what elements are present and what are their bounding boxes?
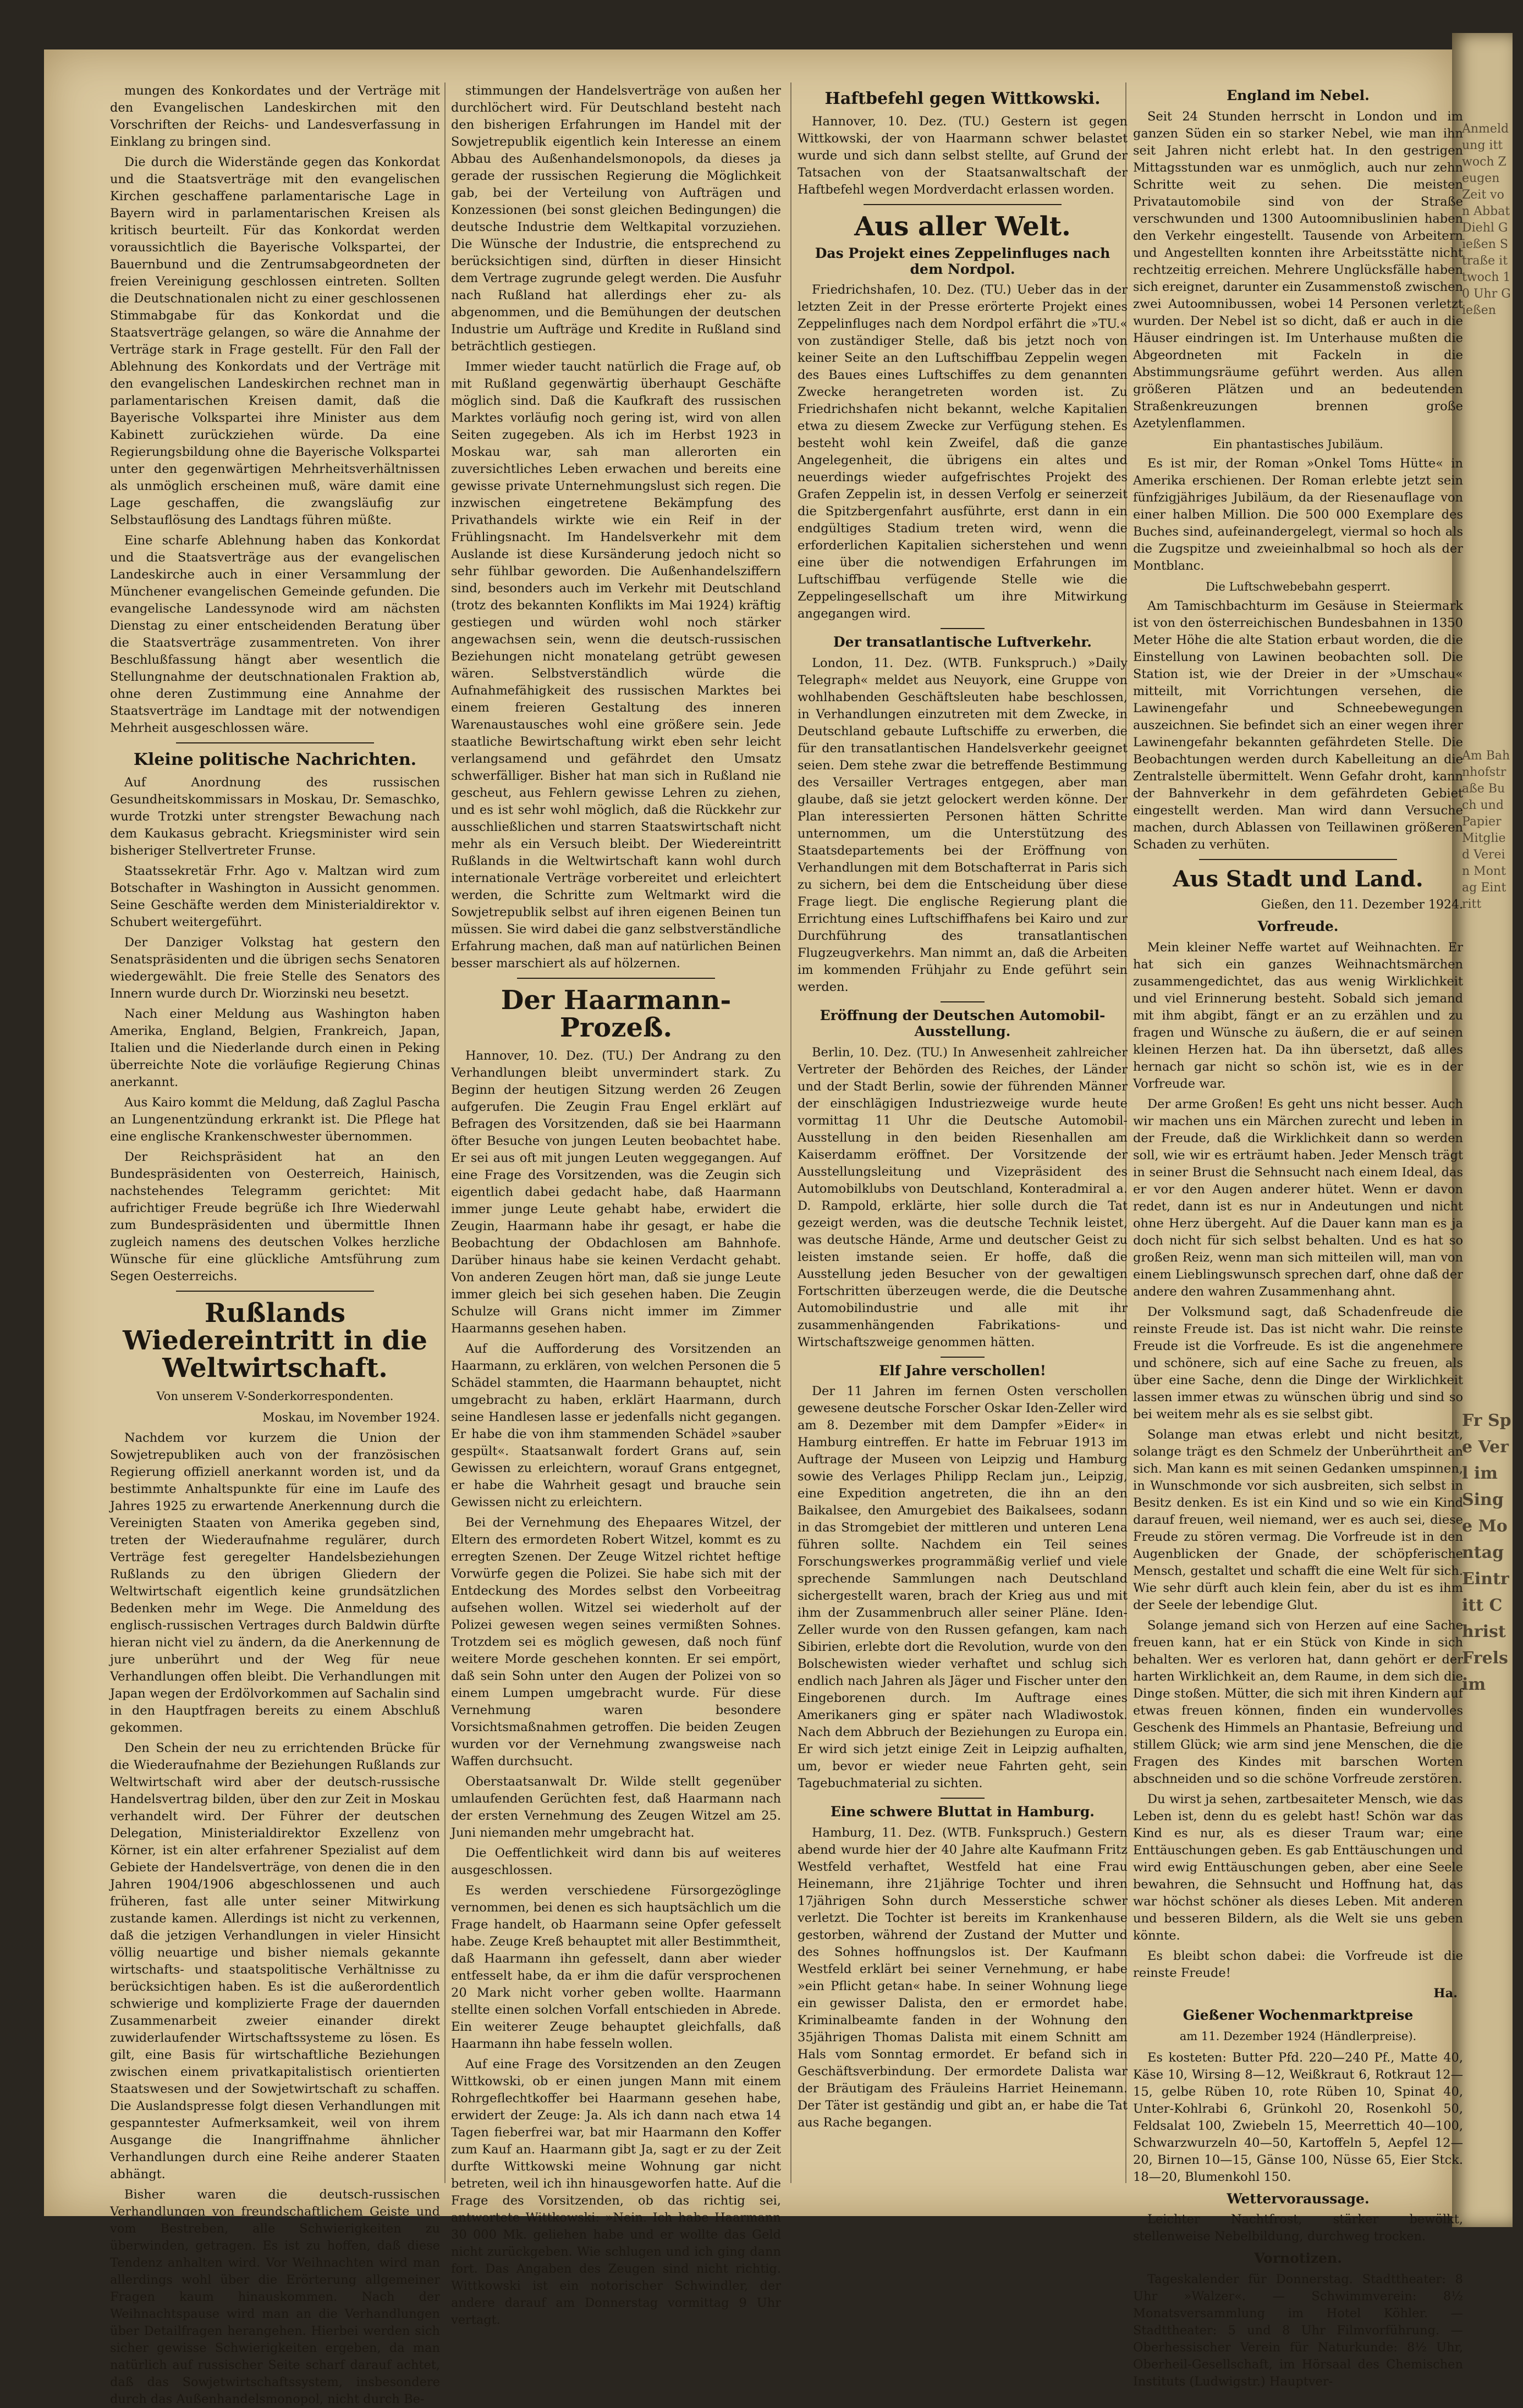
dateline: Moskau, im November 1924.: [262, 1410, 440, 1425]
paragraph: Den Schein der neu zu errichtenden Brücke für die Wiederaufnahme der Beziehungen Rußlands zur Weltwirtschaft wird aber der deutsch-russische Handelsvertrag bilden, über den zur Zeit in Moskau verhandelt wird. Der Führer der deutschen Delegation, Ministerialdirektor Exzellenz von Körner, ist ein alter erfahrener Spezialist auf dem Gebiete der Handelsverträge, von denen die in den Jahren 1904/1906 abgeschlossenen und auch früheren, fast alle unter seiner Mitwirkung zustande kamen. Allerdings ist nicht zu verkennen, daß die jetzigen Verhandlungen in vieler Hinsicht völlig neuartige und bisher niemals gekannte wirtschafts- und staatspolitische Verhältnisse zu berücksichtigen haben. Es ist die außerordentlich schwierige und komplizierte Frage der dauernden Zusammenarbeit zweier einander direkt zuwiderlaufender Wirtschaftssysteme zu lösen. Es gilt, eine Basis für wirtschaftliche Beziehungen zwischen einem privatkapitalistisch orientierten Staatswesen und der Sowjetwirtschaft zu schaffen. Die Auslandspresse folgt diesen Verhandlungen mit gespanntester Aufmerksamkeit, weil von ihrem Ausgange die Inangriffnahme ähnlicher Verhandlungen durch eine Reihe anderer Staaten abhängt.: [110, 1740, 440, 2181]
subheading: am 11. Dezember 1924 (Händlerpreise).: [1179, 2029, 1417, 2043]
paragraph: Bisher waren die deutsch-russischen Verhandlungen von freundschaftlichem Geiste und vom Bestreben, alle Schwierigkeiten zu überwinden, getragen. Es ist zu hoffen, daß diese Tendenz anhalten wird. Vor Weihnachten wird man allerdings wohl über die Erörterung allgemeiner Fragen kaum hinauskommen. Nach der Weihnachtspause wird man an die Verhandlungen über Detailfragen herangehen. Hierbei werden sich sicher gewisse Schwierigkeiten ergeben, da man natürlich auf russischer Seite scharf darauf achtet, daß das Sowjetwirtschaftssystem, insbesondere durch das Außenhandelsmonopol, nicht durch Be-: [110, 2187, 440, 2406]
column-rule: [444, 82, 446, 2183]
paragraph: Oberstaatsanwalt Dr. Wilde stellt gegenüber umlaufenden Gerüchten fest, daß Haarmann nach der ersten Vernehmung des Zeugen Witzel am 25. Juni niemanden mehr umgebracht hat.: [451, 1774, 781, 1840]
separator: [864, 204, 1062, 205]
adjacent-page-fragment-bottom: Fr Spe Verl im Singe Montag Eintritt Christ Frels im: [1462, 1411, 1511, 1694]
paragraph: Solange man etwas erlebt und nicht besitzt, solange trägt es den Schmelz der Unberührtheit an sich. Man kann es mit seinen Gedanken umspinnen, in Wunschmonde vor sich ausbreiten, sich selbst in Besitz denken. Es ist ein Kind und so wie ein Kind darauf freuen, weil niemand, wer es auch sei, diese Freude zu stören vermag. Die Vorfreude ist in den Augenblicken der Gnade, der schöpferische Mensch, gestaltet und schafft die eine Welt für sich. Wie sehr dürft auch klein fein, aber du ist es ihm der Seele der lebendige Glut.: [1133, 1427, 1463, 1612]
headline: Haftbefehl gegen Wittkowski.: [824, 89, 1101, 108]
separator: [941, 1357, 985, 1358]
paragraph: Seit 24 Stunden herrscht in London und im ganzen Süden ein so starker Nebel, wie man ihn seit Jahren nicht erlebt hat. In den gestrigen Mittagsstunden war es unmöglich, auch nur zehn Schritte weit zu sehen. Die meisten Privatautomobile sind von der Straße verschwunden und 1300 Autoomnibuslinien haben den Verkehr eingestellt. Tausende von Arbeitern und Angestellten konnten ihre Arbeitsstätte nicht rechtzeitig erreichen. Mehrere Unglücksfälle haben sich ereignet, darunter ein Zusammenstoß zwischen zwei Autoomnibussen, wobei 14 Personen verletzt wurden. Der Nebel ist so dicht, daß er auch in die Häuser eindringen ist. Im Unterhause mußten die Abgeordneten mit Fackeln in die Abstimmungsräume geführt werden. Aus allen größeren Plätzen und an bedeutenden Straßenkreuzungen brennen große Azetylenflammen.: [1133, 109, 1463, 431]
separator: [517, 978, 715, 979]
headline: Wettervoraussage.: [1227, 2190, 1370, 2207]
headline: Rußlands Wiedereintritt in die Weltwirtschaft.: [123, 1297, 427, 1384]
paragraph: Auf die Aufforderung des Vorsitzenden an Haarmann, zu erklären, von welchen Personen die 5 Schädel stammten, die Haarmann behauptet, nicht umgebracht zu haben, erklärt Haarmann, durch seine Handlesen lasse er jedenfalls nicht gegangen. Er habe die von ihm stammenden Schädel »sauber gespült«. Staatsanwalt fordert Grans auf, sein Gewissen zu erleichtern, worauf Grans entgegnet, er habe die Wahrheit gesagt und brauche sein Gewissen nicht zu erleichtern.: [451, 1341, 781, 1509]
headline: Vorfreude.: [1257, 918, 1339, 935]
paragraph: Leichter Nachtfrost, stärker bewölkt, stellenweise Nebelbildung, durchweg trocken.: [1133, 2212, 1463, 2244]
paragraph: Nachdem vor kurzem die Union der Sowjetrepubliken auch von der französischen Regierung offiziell anerkannt worden ist, und da bestimmte Anhaltspunkte für eine im Laufe des Jahres 1925 zu erwartende Anerkennung durch die Vereinigten Staaten von Amerika gegeben sind, treten der Wiederaufnahme regulärer, durch Verträge fest geregelter Handelsbeziehungen Rußlands zu den übrigen Gliedern der Weltwirtschaft eigentlich keine grundsätzlichen Bedenken mehr im Wege. Die Anmeldung des englisch-russischen Vertrages durch Baldwin dürfte hieran nicht viel zu ändern, da die Anerkennung de jure unberührt und der Weg für neue Verhandlungen offen bleibt. Die Verhandlungen mit Japan wegen der Erdölvorkommen auf Sachalin sind in den Hauptfragen bereits zu einem Abschluß gekommen.: [110, 1430, 440, 1735]
paragraph: Eine scharfe Ablehnung haben das Konkordat und die Staatsverträge aus der evangelischen Landeskirche auch in einer Versammlung der Münchener evangelischen Gemeinde gefunden. Die evangelische Landessynode wird am nächsten Dienstag zu einer entscheidenden Beratung über die Staatsverträge zusammentreten. Von ihrer Beschlußfassung hängt aber wesentlich die Stellungnahme der deutschnationalen Fraktion ab, ohne deren Zustimmung eine Annahme der Staatsverträge im Landtage mit der notwendigen Mehrheit ausgeschlossen wäre.: [110, 533, 440, 735]
paragraph: Hamburg, 11. Dez. (WTB. Funkspruch.) Gestern abend wurde hier der 40 Jahre alte Kaufmann Fritz Westfeld verhaftet, Westfeld hat eine Frau Heinemann, ihre 21jährige Tochter und ihren 17jährigen Sohn durch Messerstiche schwer verletzt. Die Tochter ist bereits im Krankenhause gestorben, während der Zustand der Mutter und des Sohnes hoffnungslos ist. Der Kaufmann Westfeld erklärt bei seiner Vernehmung, er habe »ein Pflicht getan« habe. In seiner Wohnung liege ein gewisser Dalista, den er ermordet habe. Kriminalbeamte fanden in der Wohnung den 35jährigen Thomas Dalista mit einem Schnitt am Hals vom Sonntag ermordet. Er befand sich in Geschäftsverbindung. Der ermordete Dalista war der Bräutigam des Fräuleins Harriet Heinemann. Der Täter ist geständig und gibt an, er habe die Tat aus Rache begangen.: [798, 1826, 1128, 2130]
article-elf-jahre: [798, 1363, 1128, 1793]
separator: [1199, 859, 1397, 860]
paragraph: Nach einer Meldung aus Washington haben Amerika, England, Belgien, Frankreich, Japan, Italien und die Niederlande durch einen in Peking überreichte Note die vorläufige Regierung Chinas anerkannt.: [110, 1006, 440, 1089]
headline: Kleine politische Nachrichten.: [133, 750, 417, 769]
article-marktpreise: [1133, 2008, 1463, 2186]
article-automobil: [798, 1008, 1128, 1351]
article-russland: [110, 1299, 440, 2408]
paragraph: Immer wieder taucht natürlich die Frage auf, ob mit Rußland gegenwärtig überhaupt Geschäfte möglich sind. Daß die Kaufkraft des russischen Marktes vorläufig noch gering ist, wird von allen Seiten zugegeben. Als ich im Herbst 1923 in Moskau war, sah man allerorten ein zuversichtliches Leben erwachen und bereits eine gewisse private Unternehmungslust sich regen. Die inzwischen eingetretene Bekämpfung des Privathandels wirkte wie ein Reif in der Frühlingsnacht. Im Handelsverkehr mit dem Auslande ist diese Kursänderung jedoch nicht so sehr fühlbar geworden. Die Außenhandelsziffern sind, besonders auch im Verkehr mit Deutschland (trotz des bekannten Konflikts im Mai 1924) kräftig gestiegen und würden wohl noch stärker angewachsen sein, wenn die deutsch-russischen Beziehungen nicht monatelang getrübt gewesen wären. Selbstverständlich würde die Aufnahmefähigkeit des russischen Marktes bei einem freieren Gestaltung des inneren Warenaustausches wohl eine größere sein. Jede staatliche Bewirtschaftung wirkt eben sehr leicht verlangsamend und gefährdet den Umsatz schwerfälliger. Bisher hat man sich in Rußland nie gescheut, aus Fehlern gewisse Lehren zu ziehen, und es ist sehr wohl möglich, daß die Rückkehr zur ausschließlichen und starren Staatswirtschaft nicht mehr als ein Versuch bleibt. Der Wiedereintritt Rußlands in die Weltwirtschaft kann wohl durch internationale Verträge vorbereitet und erleichtert werden, die Schritte zum Weltmarkt wird die Sowjetrepublik selbst auf ihren eigenen Beinen tun müssen. Sie wird dabei die ganz selbstverständliche Erfahrung machen, daß man auf natürlichen Beinen besser marschiert als auf hölzernen.: [451, 360, 781, 971]
article-luftverkehr: [798, 635, 1128, 996]
headline: Das Projekt eines Zeppelinfluges nach dem Nordpol.: [815, 245, 1110, 277]
paragraph: Solange jemand sich von Herzen auf eine Sache freuen kann, hat er ein Stück von Kinde in sich behalten. Wer es verloren hat, dann gehört er der harten Wirklichkeit an, dem Raume, in dem sich die Dinge stoßen. Mütter, die sich mit ihren Kindern auf etwas freuen können, finden ein wundervolles Geschenk des Himmels an Phantasie, Befreiung und stillem Glück; wie arm sind jene Menschen, die die Fragen des Kindes mit barschen Worten abschneiden und so die schöne Vorfreude zerstören.: [1133, 1618, 1463, 1786]
article-haftbefehl: [798, 90, 1128, 199]
headline: Die Luftschwebebahn gesperrt.: [1205, 580, 1391, 593]
article-zeppelin: [798, 246, 1128, 623]
separator: [176, 742, 374, 743]
separator: [941, 1798, 985, 1799]
byline: Von unserem V-Sonderkorrespondenten.: [156, 1389, 394, 1403]
article-wetter: [1133, 2191, 1463, 2246]
paragraph: Der Volksmund sagt, daß Schadenfreude die reinste Freude ist. Das ist nicht wahr. Die reinste Freude ist die Vorfreude. Es ist die angenehmere und schönere, sich auf eine Sache zu freuen, als über eine Sache, denn die Dinge der Wirklichkeit lassen immer etwas zu wünschen übrig und sind so bei weitem mehr als es sie selbst gibt.: [1133, 1304, 1463, 1421]
paragraph: stimmungen der Handelsverträge von außen her durchlöchert wird. Für Deutschland besteht nach den bisherigen Erfahrungen im Handel mit der Sowjetrepublik eigentlich kein Interesse an einem Abbau des Außenhandelsmonopols, da dieses ja gerade der russischen Regierung die Möglichkeit gab, bei der Verteilung von Aufträgen und Konzessionen (bei sonst gleichen Bedingungen) die deutsche Industrie dem Weltkapital vorzuziehen. Die Wünsche der Industrie, die entsprechend zu berücksichtigen sind, dürften in dieser Hinsicht dem Vertrage zugrunde gelegt werden. Die Ausfuhr nach Rußland hat allerdings eher zu- als abgenommen, und die Bemühungen der deutschen Industrie um Aufträge und Kredite in Rußland sind beträchtlich gestiegen.: [451, 84, 781, 354]
paragraph: London, 11. Dez. (WTB. Funkspruch.) »Daily Telegraph« meldet aus Neuyork, eine Gruppe von wohlhabenden Geschäftsleuten habe beschlossen, in Verhandlungen einzutreten mit dem Zwecke, in Deutschland gebaute Luftschiffe zu erwerben, die für den transatlantischen Handelsverkehr geeignet seien. Dem stehe zwar die betreffende Bestimmung des Versailler Vertrages entgegen, aber man glaube, daß sie jetzt gelockert werden könne. Der Plan interessierten Personen hätten Schritte unternommen, um die Unterstützung des Staatsdepartements bei der Eröffnung von Verhandlungen mit dem Botschafterrat in Paris sich zu sichern, bei dem die Entscheidung über diese Frage liegt. Die englische Regierung plant die Errichtung eines Luftschiffhafens bei Kairo und zur Durchführung des transatlantischen Flugzeugverkehrs. Man nimmt an, daß die Arbeiten im kommenden Frühjahr zu Ende geführt sein werden.: [798, 656, 1128, 995]
paragraph: Die Oeffentlichkeit wird dann bis auf weiteres ausgeschlossen.: [451, 1845, 781, 1877]
article-konkordat: [110, 82, 440, 737]
article-haarmann: [451, 987, 781, 2329]
column-1: [110, 82, 440, 2406]
headline: Gießener Wochenmarktpreise: [1183, 2007, 1414, 2023]
separator: [941, 1001, 985, 1002]
separator: [176, 1291, 374, 1292]
paragraph: Mein kleiner Neffe wartet auf Weihnachten. Er hat sich ein ganzes Weihnachtsmärchen zusammengedichtet, das aus wenig Wirklichkeit und viel Erinnerung besteht. Sobald sich jemand mit ihm abgibt, fängt er an zu erzählen und zu fragen und Wünsche zu äußern, die er auf seinen kleinen Herzen hat. Da ihn übersetzt, daß alles hernach gar nicht so schön ist, wie es in der Vorfreude war.: [1133, 940, 1463, 1091]
headline: Vornotizen.: [1254, 2250, 1342, 2267]
paragraph: Es ist mir, der Roman »Onkel Toms Hütte« in Amerika erschienen. Der Roman erlebte jetzt sein fünfzigjähriges Jubiläum, da der Riesenauflage von einer halben Million. Die 500 000 Exemplare des Buches sind, aufeinandergelegt, viermal so hoch als die Zugspitze und zweieinhalbmal so hoch als der Montblanc.: [1133, 456, 1463, 573]
article-vorfreude: [1133, 919, 1463, 2002]
paragraph: mungen des Konkordates und der Verträge mit den Evangelischen Landeskirchen mit den Vorschriften der Reichs- und Landesverfassung in Einklang zu bringen sind.: [110, 84, 440, 149]
adjacent-page-fragment-top: Anmeldung ittwoch Zeugen Zeit von Abbat Diehl Gießen Straße ittwoch 10 Uhr Gießen: [1462, 122, 1511, 317]
section-heading-aus-aller-welt: Aus aller Welt.: [854, 211, 1071, 242]
paragraph: Hannover, 10. Dez. (TU.) Gestern ist gegen Wittkowski, der von Haarmann schwer belastet wurde und sich dann selbst stellte, auf Grund der Tatsachen von der Staatsanwaltschaft der Haftbefehl wegen Mordverdacht erlassen worden.: [798, 114, 1128, 197]
article-russland-continued: [451, 82, 781, 972]
paragraph: Du wirst ja sehen, zartbesaiteter Mensch, wie das Leben ist, denn du es gelebt hast! Schön war das Kind es nur, als es dieser Traum war; eine Enttäuschungen geben. Es gab Enttäuschungen und wird ewig Enttäuschungen geben, aber eine Seele bewahren, die Sehnsucht und Hoffnung hat, das war höchst schöner als dieses Leben. Mit anderen und besseren Bildern, als die Welt sie uns geben könnte.: [1133, 1792, 1463, 1943]
dateline: Gießen, den 11. Dezember 1924.: [1261, 898, 1463, 912]
column-rule: [790, 82, 791, 2183]
headline: Eine schwere Bluttat in Hamburg.: [830, 1804, 1095, 1820]
headline: Ein phantastisches Jubiläum.: [1213, 437, 1383, 451]
separator: [941, 628, 985, 629]
paragraph: Bei der Vernehmung des Ehepaares Witzel, der Eltern des ermordeten Robert Witzel, kommt es zu erregten Szenen. Der Zeuge Witzel richtet heftige Vorwürfe gegen die Polizei. Sie habe sich mit der Entdeckung des Mordes selbst den Vorbeeitrag aufsehen wollen. Witzel sei wiederholt auf der Polizei gewesen wegen seines vermißten Sohnes. Trotzdem sei es möglich gewesen, daß noch fünf weitere Morde geschehen konnten. Er sei empört, daß sein Sohn unter den Augen der Polizei von so einem Lumpen umgebracht wurde. Für diese Vernehmung waren besondere Vorsichtsmaßnahmen getroffen. Die beiden Zeugen wurden vor der Vernehmung zwangsweise nach Waffen durchsucht.: [451, 1515, 781, 1768]
article-bluttat: [798, 1804, 1128, 2131]
paragraph: Der 11 Jahren im fernen Osten verschollen gewesene deutsche Forscher Oskar Iden-Zeller wird am 8. Dezember mit dem Dampfer »Eider« in Hamburg eintreffen. Er hatte im Februar 1913 im Auftrage der Museen von Leipzig und Hamburg sowie des Verlages Philipp Reclam jun., Leipzig, eine Expedition angetreten, die ihn an den Baikalsee, den Amurgebiet des Baikalsees, sodann in das Stromgebiet der mittleren und unteren Lena führen sollte. Nachdem ein Teil seines Forschungswerkes programmäßig verlief und viele sprechende Sammlungen nach Deutschland sichergestellt waren, brach der Krieg aus und mit ihm der Zusammenbruch aller seiner Pläne. Iden-Zeller wurde von den Russen gefangen, kam nach Sibirien, erlebte dort die Revolution, wurde von den Bolschewisten wieder verhaftet und schlug sich endlich nach Jahren als Jäger und Fischer unter den Eingeborenen durch. Im Auftrage eines Amerikaners ging er später nach Wladiwostok. Nach dem Abbruch der Beziehungen zu Europa ein. Er wird sich jetzt einige Zeit in Leipzig aufhalten, um, bevor er wieder neue Fahrten geht, sein Tagebuchmaterial zu sichten.: [798, 1384, 1128, 1791]
paragraph: Der Danziger Volkstag hat gestern den Senatspräsidenten und die übrigen sechs Senatoren wiedergewählt. Die freie Stelle des Senators des Innern wurde durch Dr. Wiorzinski neu besetzt.: [110, 935, 440, 1001]
paragraph: Auf eine Frage des Vorsitzenden an den Zeugen Wittkowski, ob er einen jungen Mann mit einem Rohrgeflechtkoffer bei Haarmann gesehen habe, erwidert der Zeuge: Ja. Als ich dann nach etwa 14 Tagen fieberfrei war, bat mir Haarmann den Koffer zum Kauf an. Haarmann gibt Ja, sagt er zu der Zeit durfte Wittkowski meine Wohnung gar nicht betreten, weil ich ihn hinausgeworfen hatte. Auf die Frage des Vorsitzenden, ob das richtig sei, antwortete Wittkowski: »Nein. Ich habe Haarmann 30 000 Mk. geliehen habe und er wollte das Geld nicht zurückgeben. Wie schlugen und ich ging dann fort. Das Angaben des Zeugen sind nicht richtig. Wittkowski ist ein notorischer Schwindler, der andere darauf am Donnerstag vormittag 9 Uhr vertagt.: [451, 2057, 781, 2327]
headline: Elf Jahre verschollen!: [879, 1362, 1046, 1379]
column-2: [451, 82, 781, 2327]
paragraph: Friedrichshafen, 10. Dez. (TU.) Ueber das in der letzten Zeit in der Presse erörterte Projekt eines Zeppelinfluges nach dem Nordpol erfährt die »TU.« von zuständiger Stelle, daß bis jetzt noch von keiner Seite an den Luftschiffbau Zeppelin wegen des Baues eines Luftschiffes zu dem genannten Zwecke herangetreten worden ist. Zu Friedrichshafen nicht bekannt, welche Kapitalien etwa zu diesem Zwecke zur Verfügung stehen. Es besteht wohl kein Zweifel, daß die ganze Angelegenheit, die übrigens ein altes und neuerdings wieder aufgefrischtes Projekt des Grafen Zeppelin ist, in dessen Verfolg er seinerzeit die Spitzbergenfahrt ausführte, erst dann in ein endgültiges Stadium treten wird, wenn die erforderlichen Kapitalien sicherstehen und wenn eine über die notwendigen Erfahrungen im Luftschiffbau verfügende Stelle wie die Zeppelingesellschaft um ihre Mitwirkung angegangen wird.: [798, 283, 1128, 621]
paragraph: Am Tamischbachturm im Gesäuse in Steiermark ist von den österreichischen Bundesbahnen in 1350 Meter Höhe die alte Station erbaut worden, die die Einstellung von Lawinen beobachten soll. Die Station ist, wie der Dreier in der »Umschau« mitteilt, mit Vorrichtungen versehen, die Lawinengefahr und Schneebewegungen auszeichnen. Sie befindet sich an einer wegen ihrer Lawinengefahr bekannten gefährdeten Stelle. Die Beobachtungen werden durch Kabelleitung an die Zentralstelle übermittelt. Wenn Gefahr droht, kann der Bahnverkehr in dem gefährdeten Gebiet eingestellt werden. Man wird dann Versuche machen, durch Ablassen von Teillawinen größeren Schaden zu verhüten.: [1133, 599, 1463, 852]
paragraph: Berlin, 10. Dez. (TU.) In Anwesenheit zahlreicher Vertreter der Behörden des Reiches, der Länder und der Stadt Berlin, sowie der führenden Männer der einschlägigen Industriezweige wurde heute vormittag 11 Uhr die Deutsche Automobil-Ausstellung in den beiden Riesenhallen am Kaiserdamm eröffnet. Der Vorsitzende der Ausstellungsleitung und Vizepräsident des Automobilklubs von Deutschland, Konteradmiral a. D. Rampold, erklärte, hier solle durch die Tat gezeigt werden, was die deutsche Technik leistet, was deutsche Hände, Arme und deutscher Geist zu leisten imstande seien. Er hoffe, daß die Ausstellung jeden Besucher von der gewaltigen Fortschritten überzeugen werde, die die Deutsche Automobilindustrie und alle mit ihr zusammenhängenden Fabrikations- und Wirtschaftszweige genommen hätten.: [798, 1045, 1128, 1349]
paragraph: Es kosteten: Butter Pfd. 220—240 Pf., Matte 40, Käse 10, Wirsing 8—12, Weißkraut 6, Rotkraut 12—15, gelbe Rüben 10, rote Rüben 10, Spinat 40, Unter-Kohlrabi 6, Grünkohl 20, Rosenkohl 50, Feldsalat 100, Zwiebeln 15, Meerrettich 40—100, Schwarzwurzeln 40—50, Kartoffeln 5, Aepfel 12—20, Birnen 10—15, Gänse 100, Nüsse 65, Eier Stck. 18—20, Blumenkohl 150.: [1133, 2050, 1463, 2184]
paragraph: Die durch die Widerstände gegen das Konkordat und die Staatsverträge mit den evangelischen Kirchen geschaffene parlamentarische Lage in Bayern wird in parlamentarischen Kreisen als kritisch beurteilt. Für das Konkordat werden voraussichtlich die Bayerische Volkspartei, der Bauernbund und die Zentrumsabgeordneten der freien Vereinigung geschlossen eintreten. Sollten die Deutschnationalen nicht zu einer geschlossenen Stimmabgabe für das Konkordat und die Staatsverträge gelangen, so wäre die Annahme der Verträge stark in Frage gestellt. Für den Fall der Ablehnung des Konkordats und der Verträge mit den evangelischen Landeskirchen rechnet man in parlamentarischen Kreisen damit, daß die Bayerische Volkspartei ihre Minister aus dem Kabinett zurückziehen würde. Da eine Regierungsbildung ohne die Bayerische Volkspartei unter den gegenwärtigen Mehrheitsverhältnissen als unmöglich erscheinen muß, wäre damit eine Lage geschaffen, die zwangsläufig zur Selbstauflösung des Landtags führen müßte.: [110, 155, 440, 527]
author-signature: Ha.: [1433, 1986, 1458, 2001]
column-3: [798, 82, 1128, 2194]
paragraph: Der Reichspräsident hat an den Bundespräsidenten von Oesterreich, Hainisch, nachstehendes Telegramm gerichtet: Mit aufrichtiger Freude begrüße ich Ihre Wiederwahl zum Bundespräsidenten und übermittle Ihnen zugleich namens des deutschen Volkes herzliche Wünsche für eine glückliche Amtsführung zum Segen Oesterreichs.: [110, 1149, 440, 1283]
article-vornotizen: [1133, 2251, 1463, 2390]
article-kleine-nachrichten: [110, 751, 440, 1285]
headline: England im Nebel.: [1227, 87, 1370, 103]
paragraph: Hannover, 10. Dez. (TU.) Der Andrang zu den Verhandlungen bleibt unvermindert stark. Zu Beginn der heutigen Sitzung werden 26 Zeugen aufgerufen. Die Zeugin Frau Engel erklärt auf Befragen des Vorsitzenden, daß sie bei Haarmann öfter Besuche von jungen Leuten beobachtet habe. Er sei aus oft mit jungen Leuten weggegangen. Auf eine Frage des Vorsitzenden, was die Zeugin sich eigentlich dabei gedacht habe, daß Haarmann immer junge Leute gehabt habe, erwidert die Zeugin, Haarmann habe ihr gesagt, er habe die Beobachtung der Obdachlosen am Bahnhofe. Darüber hinaus habe sie keinen Verdacht gehabt. Von anderen Zeugen hört man, daß sie junge Leute immer gleich bei sich gesehen haben. Die Zeugin Schulze will Grans nicht immer im Zimmer Haarmanns gesehen haben.: [451, 1048, 781, 1336]
headline: Eröffnung der Deutschen Automobil-Ausstellung.: [820, 1007, 1106, 1039]
paragraph: Der arme Großen! Es geht uns nicht besser. Auch wir machen uns ein Märchen zurecht und leben in der Freude, daß die Wirklichkeit dann so werden soll, wie wir es erträumt haben. Jeder Mensch trägt in seiner Brust die Sehnsucht nach einem Ideal, das er vor den Augen anderer hütet. Wenn er davon redet, dann ist es nur in Andeutungen und nicht ohne Herz übergeht. Auf die Dauer kann man es ja doch nicht für sich selbst behalten. Und es hat so großen Reiz, wenn man sich mitteilen will, man von einem Lieblingswunsch sprechen darf, ohne daß der andere den wahren Zusammenhang ahnt.: [1133, 1096, 1463, 1299]
article-jubilaeum: [1133, 438, 1463, 575]
adjacent-page-fragment-middle: Am Bahnhofstraße Buch und Papier Mitglied Verein Montag Eintritt: [1462, 749, 1510, 911]
article-lawinen: [1133, 580, 1463, 853]
paragraph: Tageskalender für Donnerstag. Stadttheater: 8 Uhr »Walzer«. — Schwimmverein: 8½ Monatsversammlung im Hotel Köhler. — Stadttheater: 5 und 8 Uhr Filmvorführung. — Oberhessischer Verein für Naturkunde: 8½ Uhr, Oberheil-Gesellschaft, im Hörsaal des Chemischen Instituts (Ludwigstr.) Hauptver-: [1133, 2272, 1463, 2389]
section-heading-aus-stadt-und-land: Aus Stadt und Land.: [1173, 866, 1423, 892]
headline: Der Haarmann-Prozeß.: [501, 985, 732, 1044]
paragraph: Aus Kairo kommt die Meldung, daß Zaglul Pascha an Lungenentzündung erkrankt ist. Die Pflege hat eine englische Krankenschwester übernommen.: [110, 1095, 440, 1144]
column-4: [1133, 82, 1463, 2389]
paragraph: Staatssekretär Frhr. Ago v. Maltzan wird zum Botschafter in Washington in Aussicht genommen. Seine Geschäfte werden dem Ministerialdirektor v. Schubert weitergeführt.: [110, 863, 440, 929]
headline: Der transatlantische Luftverkehr.: [833, 634, 1092, 651]
paragraph: Auf Anordnung des russischen Gesundheitskommissars in Moskau, Dr. Semaschko, wurde Trotzki unter strengster Bewachung nach dem Kaukasus gebracht. Kriegsminister wird sein bisheriger Stellvertreter Frunse.: [110, 775, 440, 858]
paragraph: Es werden verschiedene Fürsorgezöglinge vernommen, bei denen es sich hauptsächlich um die Frage handelt, ob Haarmann seine Opfer gefesselt habe. Zeuge Kreß behauptet mit aller Bestimmtheit, daß Haarmann ihn gefesselt, dann aber wieder entfesselt habe, da er ihm die dafür versprochenen 20 Mark nicht vorher geben wollte. Haarmann stellte einen solchen Vorfall entschieden in Abrede. Ein weiterer Zeuge behauptet gleichfalls, daß Haarmann ihn habe fesseln wollen.: [451, 1883, 781, 2051]
paragraph: Es bleibt schon dabei: die Vorfreude ist die reinste Freude!: [1133, 1948, 1463, 1980]
article-england-nebel: [1133, 88, 1463, 432]
